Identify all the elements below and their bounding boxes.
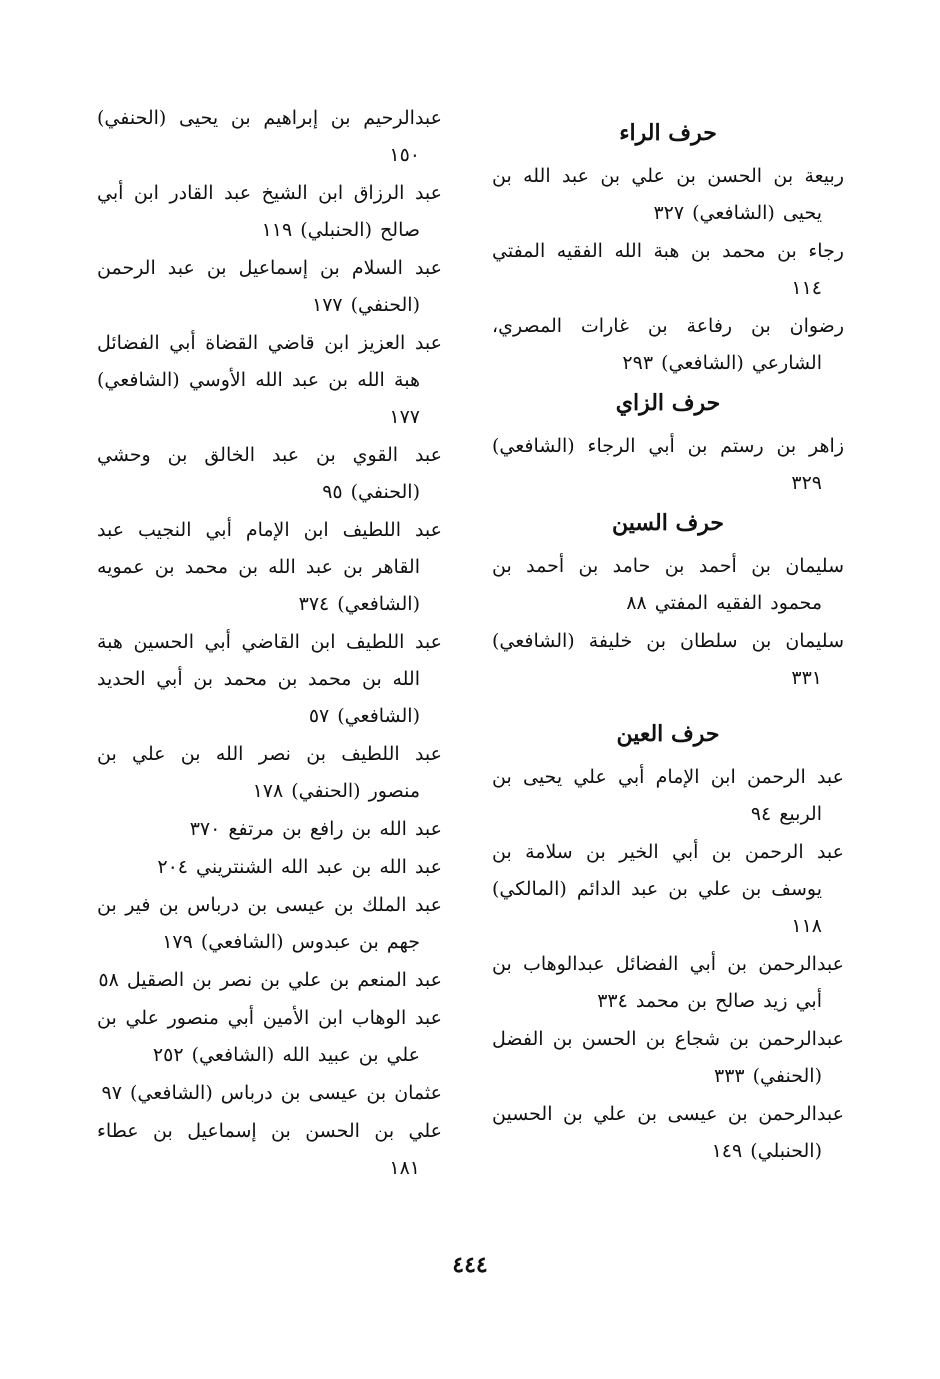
section-zay (492, 386, 844, 502)
index-entry: عبد الرزاق ابن الشيخ عبد القادر ابن أبي صالح (الحنبلي) ١١٩ (97, 182, 442, 241)
section-heading: حرف الزاي (615, 390, 721, 416)
section-sin (492, 506, 844, 697)
index-entry: عبد السلام بن إسماعيل بن عبد الرحمن (الحنفي) ١٧٧ (97, 257, 442, 316)
index-entry: ربيعة بن الحسن بن علي بن عبد الله بن يحيى (الشافعي) ٣٢٧ (492, 165, 844, 224)
index-entry: عبد الرحمن ابن الإمام أبي علي يحيى بن الربيع ٩٤ (492, 766, 844, 825)
index-entry: عبد اللطيف ابن الإمام أبي النجيب عبد القاهر بن عبد الله بن محمد بن عمويه (الشافعي) ٣٧٤ (97, 519, 442, 615)
index-entry: عبد القوي بن عبد الخالق بن وحشي (الحنفي) ٩٥ (97, 444, 442, 503)
index-entry: عثمان بن عيسى بن درباس (الشافعي) ٩٧ (101, 1082, 442, 1104)
index-entry: عبد المنعم بن علي بن نصر بن الصقيل ٥٨ (98, 969, 442, 991)
index-entry: عبدالرحمن بن أبي الفضائل عبدالوهاب بن أبي زيد صالح بن محمد ٣٣٤ (492, 953, 844, 1012)
index-entry: عبدالرحمن بن شجاع بن الحسن بن الفضل (الحنفي) ٣٣٣ (492, 1028, 844, 1087)
right-column (492, 112, 844, 1171)
index-entry: عبدالرحيم بن إبراهيم بن يحيى (الحنفي) ١٥٠ (97, 107, 442, 166)
index-entry: سليمان بن أحمد بن حامد بن أحمد بن محمود الفقيه المفتي ٨٨ (492, 555, 844, 614)
index-entry: عبد الوهاب ابن الأمين أبي منصور علي بن علي بن عبيد الله (الشافعي) ٢٥٢ (97, 1007, 442, 1066)
section-ra (492, 116, 844, 382)
left-column (97, 100, 442, 1188)
index-entry: عبد الرحمن بن أبي الخير بن سلامة بن يوسف بن علي بن عبد الدائم (المالكي) ١١٨ (492, 841, 844, 937)
index-entry: سليمان بن سلطان بن خليفة (الشافعي) ٣٣١ (492, 630, 844, 689)
index-entry: زاهر بن رستم بن أبي الرجاء (الشافعي) ٣٢٩ (492, 435, 844, 494)
index-entry: عبد اللطيف ابن القاضي أبي الحسين هبة الله بن محمد بن محمد بن أبي الحديد (الشافعي) ٥٧ (97, 631, 442, 727)
index-entry: عبد الله بن رافع بن مرتفع ٣٧٠ (189, 818, 442, 840)
section-ayn (492, 717, 844, 1170)
index-entry: رجاء بن محمد بن هبة الله الفقيه المفتي ١١٤ (492, 240, 844, 299)
index-entry: علي بن الحسن بن إسماعيل بن عطاء ١٨١ (97, 1120, 442, 1179)
section-heading: حرف الراء (619, 120, 717, 146)
index-entry: عبد العزيز ابن قاضي القضاة أبي الفضائل هبة الله بن عبد الله الأوسي (الشافعي) ١٧٧ (97, 332, 442, 428)
index-entry: رضوان بن رفاعة بن غارات المصري، الشارعي (الشافعي) ٢٩٣ (492, 315, 844, 374)
index-entry: عبدالرحمن بن عيسى بن علي بن الحسين (الحنبلي) ١٤٩ (492, 1103, 844, 1162)
index-entry: عبد الله بن عبد الله الشنتريني ٢٠٤ (157, 856, 442, 878)
index-entry: عبد اللطيف بن نصر الله بن علي بن منصور (الحنفي) ١٧٨ (97, 743, 442, 802)
page-number: ٤٤٤ (452, 1252, 488, 1278)
section-heading: حرف العين (616, 721, 720, 747)
section-heading: حرف السين (611, 510, 725, 536)
index-entry: عبد الملك بن عيسى بن درباس بن فير بن جهم بن عبدوس (الشافعي) ١٧٩ (97, 894, 442, 953)
